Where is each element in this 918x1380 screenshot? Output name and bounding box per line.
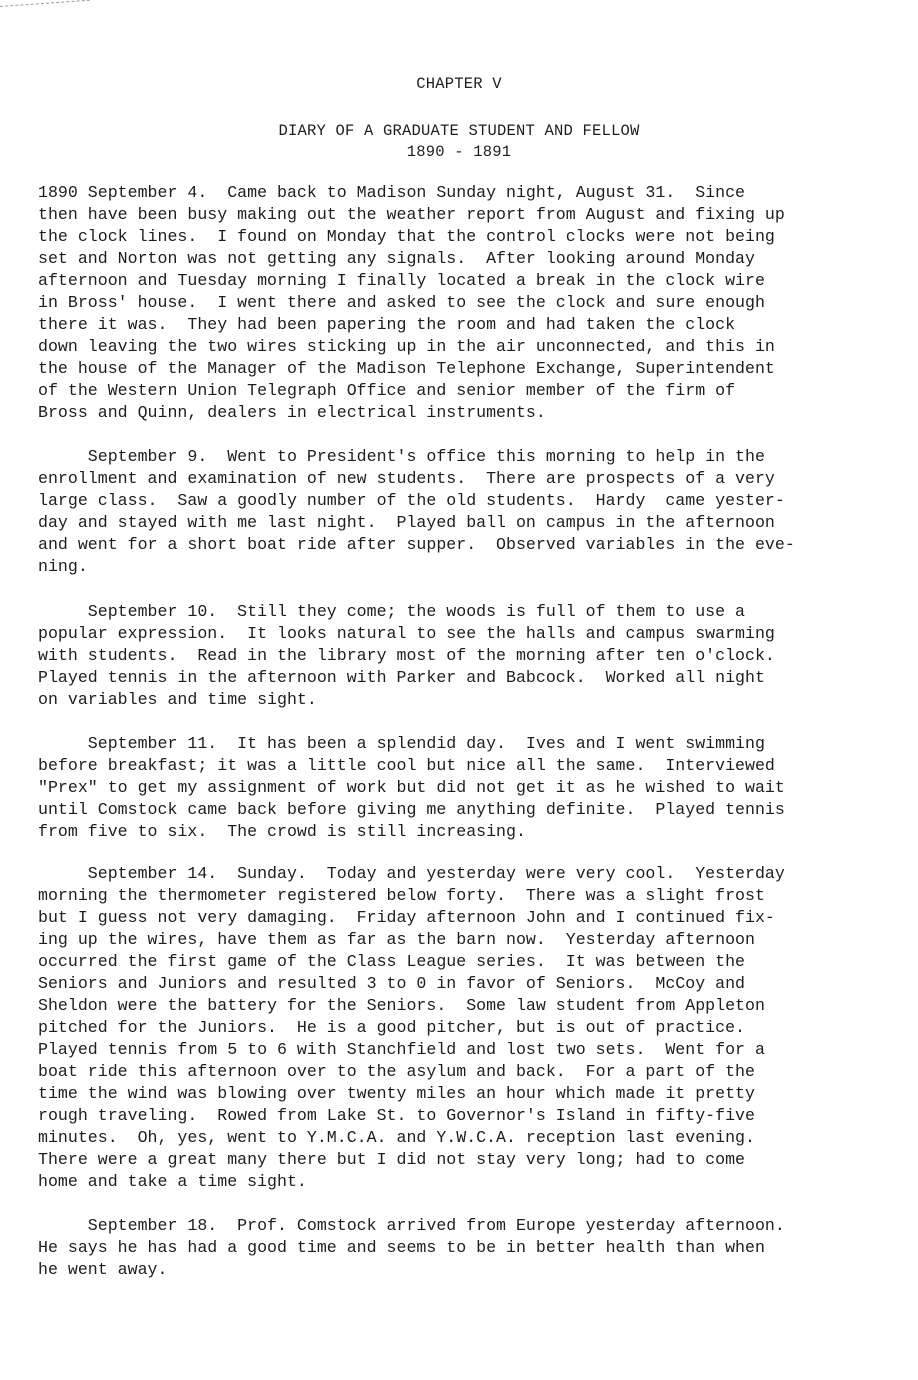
text-line: on variables and time sight.: [38, 690, 317, 709]
entry-september-4: [38, 182, 888, 424]
text-line: ning.: [38, 557, 88, 576]
entry-september-11: [38, 733, 888, 843]
text-line: morning the thermometer registered below forty. There was a slight frost: [38, 886, 765, 905]
text-line: September 18. Prof. Comstock arrived from Europe yesterday afternoon.: [38, 1216, 785, 1235]
chapter-heading: CHAPTER V: [416, 75, 502, 93]
text-line: down leaving the two wires sticking up in the air unconnected, and this in: [38, 337, 775, 356]
text-line: home and take a time sight.: [38, 1172, 307, 1191]
text-line: but I guess not very damaging. Friday afternoon John and I continued fix-: [38, 908, 775, 927]
text-line: the clock lines. I found on Monday that the control clocks were not being: [38, 227, 775, 246]
text-line: until Comstock came back before giving me anything definite. Played tennis: [38, 800, 785, 819]
text-line: Bross and Quinn, dealers in electrical instruments.: [38, 403, 546, 422]
text-line: with students. Read in the library most of the morning after ten o'clock.: [38, 646, 775, 665]
text-line: in Bross' house. I went there and asked to see the clock and sure enough: [38, 293, 765, 312]
text-line: Sheldon were the battery for the Seniors. Some law student from Appleton: [38, 996, 765, 1015]
text-line: Played tennis from 5 to 6 with Stanchfield and lost two sets. Went for a: [38, 1040, 765, 1059]
text-line: before breakfast; it was a little cool but nice all the same. Interviewed: [38, 756, 775, 775]
entry-september-9: [38, 446, 888, 578]
text-line: He says he has had a good time and seems to be in better health than when: [38, 1238, 765, 1257]
text-line: pitched for the Juniors. He is a good pitcher, but is out of practice.: [38, 1018, 746, 1037]
text-line: popular expression. It looks natural to see the halls and campus swarming: [38, 624, 775, 643]
text-line: boat ride this afternoon over to the asylum and back. For a part of the: [38, 1062, 755, 1081]
text-line: from five to six. The crowd is still increasing.: [38, 822, 526, 841]
diary-title: DIARY OF A GRADUATE STUDENT AND FELLOW: [278, 122, 640, 140]
text-line: day and stayed with me last night. Played ball on campus in the afternoon: [38, 513, 775, 532]
text-line: large class. Saw a goodly number of the old students. Hardy came yester-: [38, 491, 785, 510]
text-line: enrollment and examination of new students. There are prospects of a very: [38, 469, 775, 488]
text-line: 1890 September 4. Came back to Madison Sunday night, August 31. Since: [38, 183, 746, 202]
text-line: and went for a short boat ride after supper. Observed variables in the eve-: [38, 535, 795, 554]
text-line: there it was. They had been papering the room and had taken the clock: [38, 315, 736, 334]
text-line: September 9. Went to President's office this morning to help in the: [38, 447, 765, 466]
entry-september-14: [38, 863, 888, 1193]
entry-september-10: [38, 601, 888, 711]
text-line: rough traveling. Rowed from Lake St. to Governor's Island in fifty-five: [38, 1106, 755, 1125]
text-line: There were a great many there but I did not stay very long; had to come: [38, 1150, 746, 1169]
text-line: of the Western Union Telegraph Office and senior member of the firm of: [38, 381, 736, 400]
text-line: set and Norton was not getting any signals. After looking around Monday: [38, 249, 755, 268]
text-line: September 10. Still they come; the woods is full of them to use a: [38, 602, 746, 621]
diary-years: 1890 - 1891: [406, 143, 512, 161]
text-line: ing up the wires, have them as far as the barn now. Yesterday afternoon: [38, 930, 755, 949]
text-line: September 11. It has been a splendid day. Ives and I went swimming: [38, 734, 765, 753]
text-line: time the wind was blowing over twenty miles an hour which made it pretty: [38, 1084, 755, 1103]
text-line: September 14. Sunday. Today and yesterday were very cool. Yesterday: [38, 864, 785, 883]
text-line: the house of the Manager of the Madison Telephone Exchange, Superintendent: [38, 359, 775, 378]
text-line: then have been busy making out the weather report from August and fixing up: [38, 205, 785, 224]
text-line: afternoon and Tuesday morning I finally located a break in the clock wire: [38, 271, 765, 290]
text-line: he went away.: [38, 1260, 168, 1279]
text-line: Seniors and Juniors and resulted 3 to 0 in favor of Seniors. McCoy and: [38, 974, 746, 993]
text-line: occurred the first game of the Class League series. It was between the: [38, 952, 746, 971]
entry-september-18: [38, 1215, 888, 1281]
text-line: Played tennis in the afternoon with Parker and Babcock. Worked all night: [38, 668, 765, 687]
scan-edge-mark: [0, 0, 90, 7]
text-line: "Prex" to get my assignment of work but did not get it as he wished to wait: [38, 778, 785, 797]
text-line: minutes. Oh, yes, went to Y.M.C.A. and Y.W.C.A. reception last evening.: [38, 1128, 755, 1147]
